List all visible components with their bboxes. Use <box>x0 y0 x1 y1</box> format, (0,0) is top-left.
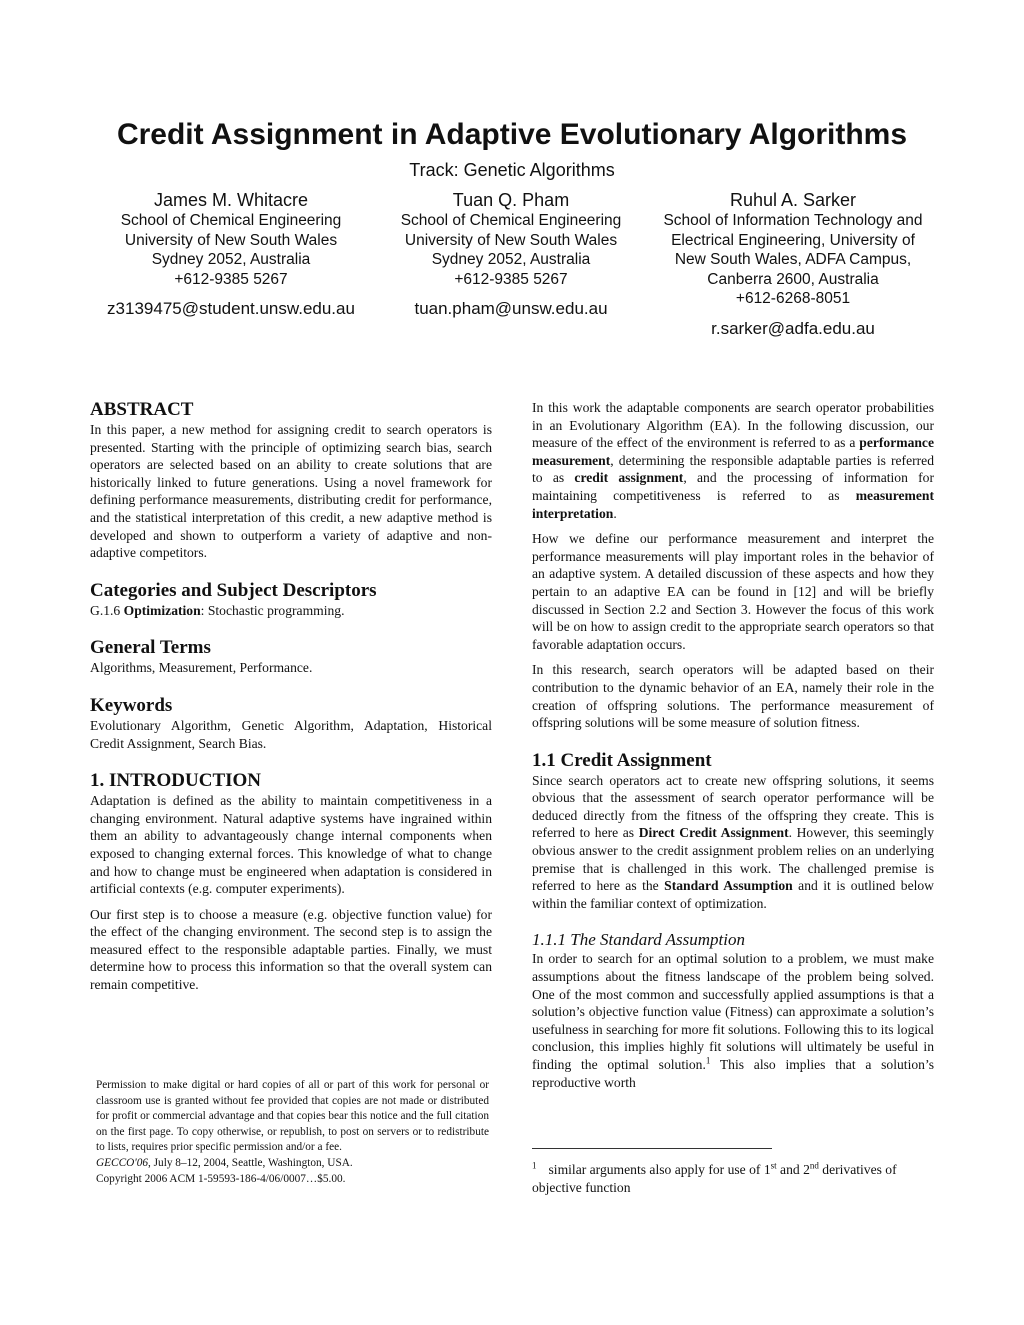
right-column <box>532 399 934 1099</box>
conference-line <box>96 1156 489 1172</box>
author-block <box>380 189 642 320</box>
footnote-text: similar arguments also apply for use of 1st and 2nd derivatives of objective function <box>532 1160 897 1195</box>
left-column <box>90 399 492 1002</box>
abstract-heading: ABSTRACT <box>90 399 194 420</box>
permission-notice <box>96 1078 489 1187</box>
term-performance-measurement: performance measurement <box>532 435 934 468</box>
term-direct-credit-assignment: Direct Credit Assignment <box>638 825 789 841</box>
body-paragraph: Since search operators act to create new offspring solutions, it seems obvious that the assessment of search operator performance will be deduced directly from the fitness of the offspring they create. This is referred to here as Direct Credit Assignment. However, this seemingly obvious answer to the credit assignment problem relies on an underlying premise that is challenged in this work. The challenged premise is referred to here as the Standard Assumption and it is outlined below within the familiar context of optimization. <box>532 772 934 911</box>
permission-text: Permission to make digital or hard copies of all or part of this work for personal or classroom use is granted without fee provided that copies are not made or distributed for profit or commercial advantage and that copies bear this notice and the full citation on the first page. To copy otherwise, or republish, to post on servers or to redistribute to lists, requires prior specific permission and/or a fee. <box>96 1079 489 1154</box>
copyright-line: Copyright 2006 ACM 1-59593-186-4/06/0007…$5.00. <box>96 1172 346 1185</box>
author-affiliation-line: School of Chemical Engineering <box>120 212 342 229</box>
body-paragraph: In this work the adaptable components are search operator probabilities in an Evolutionary Algorithm (EA). In the following discussion, our measure of the effect of the environment is referred to as a performance measurement, determining the responsible adaptable parties is referred to as credit assignment, and the processing of information for maintaining competitiveness is referred to as measurement interpretation. <box>532 400 934 521</box>
body-paragraph: In this research, search operators will be adapted based on their contribution to the dynamic behavior of an EA, namely their role in the creation of offspring solutions. The performance measurement of offspring solutions will be some measure of solution fitness. <box>532 662 934 731</box>
author-email: z3139475@student.unsw.edu.au <box>107 299 355 318</box>
author-email: r.sarker@adfa.edu.au <box>711 318 875 338</box>
standard-assumption-heading: 1.1.1 The Standard Assumption <box>532 930 745 950</box>
author-block <box>100 189 362 320</box>
conference-details: , July 8–12, 2004, Seattle, Washington, USA. <box>148 1156 353 1169</box>
footnote-divider <box>532 1148 772 1149</box>
categories-text <box>90 602 492 620</box>
author-affiliation-line: University of New South Wales <box>404 231 618 249</box>
introduction-heading: 1. INTRODUCTION <box>90 770 262 792</box>
author-block <box>652 189 934 340</box>
author-affiliation-line: School of Information Technology and <box>663 212 923 229</box>
term-credit-assignment: credit assignment <box>574 470 684 486</box>
body-paragraph: How we define our performance measurement and interpret the performance measurements will play important roles in the behavior of an adaptive system. A detailed discussion of these aspects and how they pertain to an adaptive EA can be found in [12] and will be briefly discussed in Section 2.2 and Section 3. However the focus of this work will be on how to assign credit to the appropriate search operators so that favorable adaptation occurs. <box>532 531 934 652</box>
author-name: Ruhul A. Sarker <box>729 190 857 210</box>
author-email: tuan.pham@unsw.edu.au <box>414 299 608 318</box>
abstract-text: In this paper, a new method for assigning credit to search operators is presented. Starting with the principle of optimizing search bias, search operators are selected based on an ability to create solutions that are historically linked to future generations. Using a novel framework for defining performance measurements, distributing credit for performance, and the statistical interpretation of this credit, a new adaptive method is developed and shown to outperform a variety of adaptive and non-adaptive competitors. <box>90 422 492 561</box>
author-affiliation-line: University of New South Wales <box>124 231 338 249</box>
categories-heading: Categories and Subject Descriptors <box>90 579 377 601</box>
body-paragraph: In order to search for an optimal solution to a problem, we must make assumptions about the fitness landscape of the problem being solved. One of the most common and successfully applied assumptions is that a solution’s objective function value (Fitness) can approximate a solution’s usefulness in searching for more fit solutions. Following this to its logical conclusion, this implies highly fit solutions will ultimately be useful in finding the optimal solution.$^1$ This also implies that a solution’s reproductive worth <box>532 951 935 1090</box>
keywords-heading: Keywords <box>90 694 173 716</box>
credit-assignment-heading: 1.1 Credit Assignment <box>532 749 712 771</box>
footnote-number: 1 <box>532 1160 537 1171</box>
author-affiliation-line: Sydney 2052, Australia <box>431 251 591 268</box>
author-phone: +612-9385 5267 <box>454 270 568 288</box>
author-affiliation-line: New South Wales, ADFA Campus, <box>674 251 912 268</box>
author-phone: +612-9385 5267 <box>174 270 288 288</box>
author-name: James M. Whitacre <box>153 190 309 210</box>
paper-title: Credit Assignment in Adaptive Evolutionary Algorithms <box>116 118 908 151</box>
category-name: Optimization <box>123 602 201 618</box>
general-terms-text: Algorithms, Measurement, Performance. <box>90 660 313 676</box>
keywords-text: Evolutionary Algorithm, Genetic Algorithm, Adaptation, Historical Credit Assignment, Search Bias. <box>90 717 492 751</box>
footnote <box>532 1161 936 1196</box>
author-name: Tuan Q. Pham <box>452 190 570 210</box>
term-measurement-interpretation: measurement interpretation <box>532 487 934 521</box>
category-detail: : Stochastic programming. <box>200 602 345 618</box>
introduction-paragraph: Adaptation is defined as the ability to maintain competitiveness in a changing environment. Natural adaptive systems have ingrained within them an ability to advantageously change internal components when exposed to changing external forces. This knowledge of what to change and how to change must be engineered when adaptation is considered in artificial contexts (e.g. computer experiments). <box>90 793 492 897</box>
author-phone: +612-6268-8051 <box>735 290 851 307</box>
author-affiliation-line: Sydney 2052, Australia <box>151 251 311 268</box>
introduction-paragraph: Our first step is to choose a measure (e.g. objective function value) for the effect of the changing environment. The second step is to assign the measured effect to the responsible adaptable parties. Finally, we must determine how to process this information so that the overall system can remain competitive. <box>90 906 492 993</box>
author-affiliation-line: Canberra 2600, Australia <box>707 270 879 288</box>
term-standard-assumption: Standard Assumption <box>664 878 793 894</box>
footnote-marker: 1 <box>705 1055 711 1066</box>
category-code: G.1.6 <box>90 602 121 618</box>
track-label: Track: Genetic Algorithms <box>409 160 615 180</box>
conference-name: GECCO'06 <box>96 1156 148 1169</box>
general-terms-heading: General Terms <box>90 637 211 659</box>
author-affiliation-line: Electrical Engineering, University of <box>671 231 915 249</box>
author-affiliation-line: School of Chemical Engineering <box>400 212 622 229</box>
